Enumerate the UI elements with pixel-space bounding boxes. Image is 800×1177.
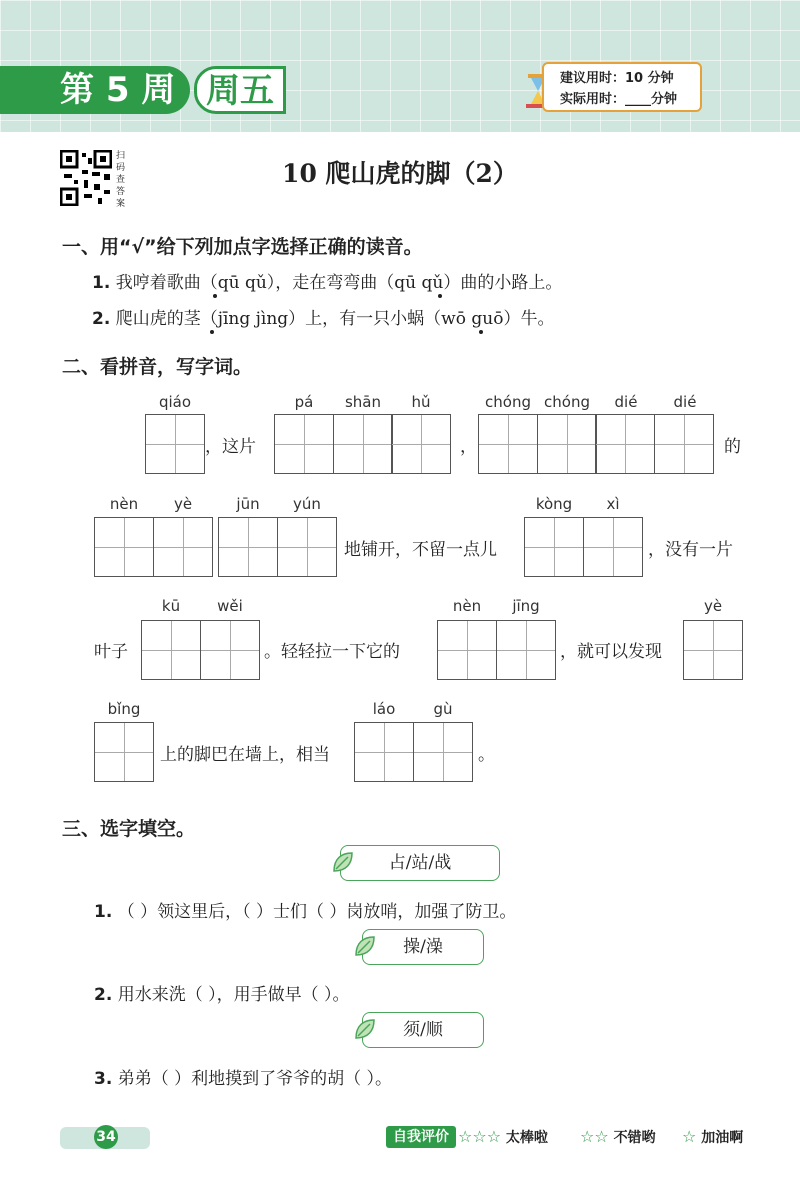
writing-cell[interactable] [141,620,201,680]
writing-cell[interactable] [683,620,743,680]
pinyin-label: yè [173,495,193,513]
option-chars: 操/澡 [403,937,443,957]
question-text: 我哼着歌曲（qū qǔ），走在弯弯曲（qū qǔ）曲的小路上。 [115,273,563,293]
passage-text: 。轻轻拉一下它的 [264,642,400,662]
pinyin-label: bǐng [107,700,141,718]
writing-grid[interactable] [478,414,714,474]
option-chars: 须/顺 [403,1020,443,1040]
self-eval-label: 自我评价 [386,1126,456,1148]
question-number: 1. [92,273,111,293]
writing-cell[interactable] [437,620,497,680]
pinyin-label: shān [344,393,382,411]
writing-grid[interactable] [354,722,473,782]
passage-text: 的 [724,437,741,457]
star-icon: ☆ [682,1127,697,1146]
question-number: 2. [94,985,113,1005]
star-icon: ☆ [458,1127,473,1146]
writing-grid[interactable] [218,517,337,577]
option-chars: 占/站/战 [388,853,452,873]
pinyin-label: jūn [236,495,260,513]
emphasis-dot [479,330,483,334]
fill-question-3 [94,1064,392,1089]
passage-text: ，没有一片 [648,540,733,560]
fill-question-1 [94,897,516,922]
writing-cell[interactable] [391,414,451,474]
pinyin-label: pá [294,393,314,411]
leaf-icon [353,1017,377,1041]
writing-cell[interactable] [145,414,205,474]
writing-grid[interactable] [683,620,743,680]
passage-text: ，这片 [205,437,256,457]
writing-cell[interactable] [595,414,655,474]
pinyin-label: xì [606,495,620,513]
leaf-icon [331,850,355,874]
question-text: （ ）领这里后，（ ）士们（ ）岗放哨，加强了防卫。 [117,902,517,922]
writing-cell[interactable] [94,722,154,782]
writing-cell[interactable] [354,722,414,782]
writing-cell[interactable] [496,620,556,680]
passage-text: 上的脚巴在墙上，相当 [160,745,330,765]
pinyin-label: dié [673,393,697,411]
emphasis-dot [210,330,214,334]
section1-heading: 一、用“√”给下列加点字选择正确的读音。 [62,236,423,258]
lesson-title: 10 爬山虎的脚（2） [282,159,518,188]
question-text: 爬山虎的茎（jīng jìng）上，有一只小蜗（wō guō）牛。 [115,309,555,329]
writing-cell[interactable] [478,414,538,474]
writing-cell[interactable] [654,414,714,474]
pinyin-label: yún [293,495,321,513]
passage-text: 地铺开，不留一点儿 [344,540,497,560]
pinyin-label: gù [433,700,453,718]
pinyin-label: nèn [109,495,139,513]
eval-text: 不错哟 [613,1130,656,1146]
question-1-line [92,268,562,293]
pinyin-label: chóng [544,393,590,411]
writing-cell[interactable] [413,722,473,782]
eval-option-2[interactable] [580,1126,656,1149]
suggested-time: 建议用时：10 分钟 [560,71,674,86]
emphasis-dot [438,294,442,298]
star-icon: ☆ [472,1127,487,1146]
question-text: 用水来洗（ ），用手做早（ ）。 [117,985,350,1005]
passage-text: 。 [478,745,495,765]
pinyin-label: nèn [452,597,482,615]
eval-text: 加油啊 [701,1130,744,1146]
writing-cell[interactable] [333,414,393,474]
writing-grid[interactable] [274,414,451,474]
passage-text: 叶子 [94,642,128,662]
writing-cell[interactable] [277,517,337,577]
star-icon: ☆ [486,1127,502,1146]
writing-grid[interactable] [94,722,154,782]
passage-text: ， [460,437,477,457]
section3-heading: 三、选字填空。 [62,818,196,840]
writing-grid[interactable] [145,414,205,474]
pinyin-label: wěi [217,597,243,615]
writing-grid[interactable] [94,517,213,577]
pinyin-label: jīng [512,597,540,615]
writing-cell[interactable] [524,517,584,577]
pinyin-label: qiáo [158,393,192,411]
writing-cell[interactable] [94,517,154,577]
actual-time: 实际用时：____分钟 [560,92,678,107]
option-box [362,1012,484,1048]
week-tag: 第 5 周 [0,66,190,114]
writing-cell[interactable] [200,620,260,680]
section2-heading: 二、看拼音，写字词。 [62,356,253,378]
question-number: 2. [92,309,111,329]
writing-cell[interactable] [537,414,597,474]
writing-cell[interactable] [274,414,334,474]
fill-question-2 [94,980,350,1005]
time-box [542,62,702,112]
pinyin-label: chóng [485,393,531,411]
star-icon: ☆ [594,1127,609,1146]
passage-text: ，就可以发现 [560,642,662,662]
writing-grid[interactable] [141,620,260,680]
option-box [362,929,484,965]
pinyin-label: kòng [535,495,573,513]
pinyin-label: yè [703,597,723,615]
eval-option-1[interactable] [458,1126,548,1149]
question-2-line [92,304,554,329]
writing-grid[interactable] [524,517,643,577]
day-tag: 周五 [194,66,286,114]
question-number: 1. [94,902,113,922]
writing-cell[interactable] [218,517,278,577]
option-box [340,845,500,881]
eval-text: 太棒啦 [505,1130,548,1146]
writing-cell[interactable] [153,517,213,577]
writing-cell[interactable] [583,517,643,577]
pinyin-label: kū [161,597,181,615]
eval-option-3[interactable] [682,1126,743,1149]
emphasis-dot [213,294,217,298]
pinyin-label: hǔ [411,393,431,411]
page-number: 34 [94,1125,118,1149]
leaf-icon [353,934,377,958]
qr-caption: 扫码查答案 [116,151,126,209]
question-text: 弟弟（ ）利地摸到了爷爷的胡（ ）。 [117,1069,393,1089]
pinyin-label: láo [372,700,396,718]
writing-grid[interactable] [437,620,556,680]
pinyin-label: dié [614,393,638,411]
star-icon: ☆ [580,1127,595,1146]
question-number: 3. [94,1069,113,1089]
